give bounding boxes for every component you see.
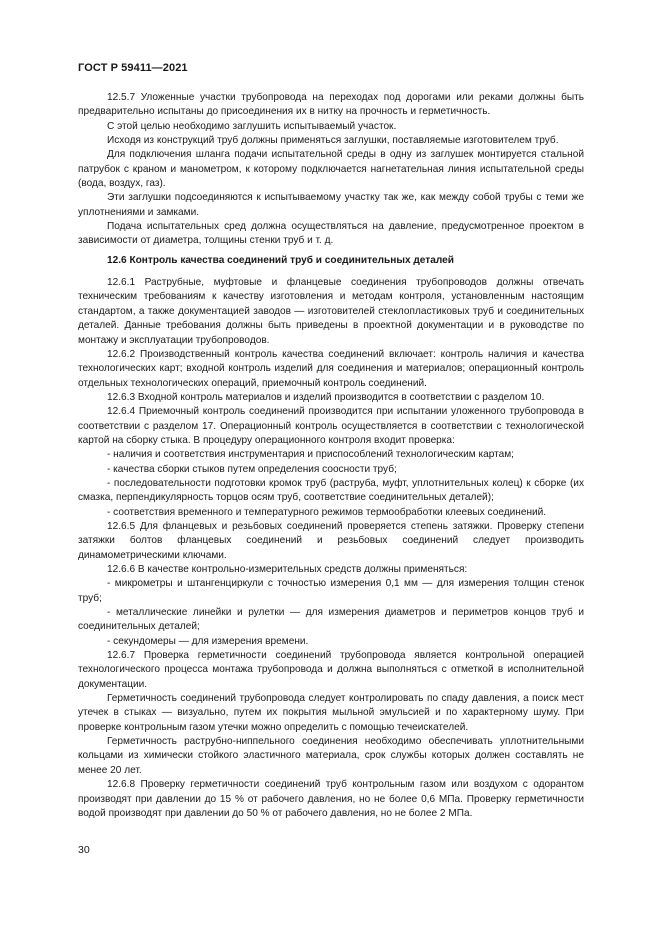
paragraph: Герметичность раструбно-ниппельного соединения необходимо обеспечивать уплотнительными кольцами из химически стойкого эластичного материала, срок службы которых должен составлять не менее 20 лет. [78,736,584,776]
list-item: - последовательности подготовки кромок труб (раструба, муфт, уплотнительных колец) к сборке (их смазка, перпендикулярность торцов осям труб, соответствие соединительных деталей); [78,477,584,504]
paragraph: Исходя из конструкций труб должны применяться заглушки, поставляемые изготовителем труб. [107,135,559,147]
paragraph: Герметичность соединений трубопровода следует контролировать по спаду давления, а поиск мест утечек в стыках — визуально, путем их покрытия мыльной эмульсией и по характерному шуму. При проверке контрольным газом утечки можно определить с помощью течеискателей. [78,693,584,733]
list-item: - соответствия временного и температурного режимов термообработки клеевых соединений. [107,506,547,518]
list-item: - наличия и соответствия инструментария и приспособлений технологическим картам; [107,449,514,461]
paragraph: Подача испытательных сред должна осуществляться на давление, предусмотренное проектом в зависимости от диаметра, толщины стенки труб и т. д. [78,221,584,247]
paragraph-12-6-3: 12.6.3 Входной контроль материалов и изделий производится в соответствии с разделом 10. [107,391,545,403]
paragraph-12-6-8: 12.6.8 Проверку герметичности соединений труб контрольным газом или воздухом с одорантом производят при давлении до 15 % от рабочего давления, но не более 0,6 МПа. Проверку герметичности водой производят при давлении до 50 % от рабочего давления, но не более 2 МПа. [78,779,584,819]
section-heading-12-6: 12.6 Контроль качества соединений труб и соединительных деталей [107,254,454,266]
paragraph-12-6-2: 12.6.2 Производственный контроль качества соединений включает: контроль наличия и качества технологических карт; входной контроль изделий для соединения и материалов; операционный контроль отдельных технологических операций, приемочный контроль соединений. [78,348,584,389]
list-item: - качества сборки стыков путем определения соосности труб; [107,463,397,475]
paragraph-12-6-5: 12.6.5 Для фланцевых и резьбовых соединений проверяется степень затяжки. Проверку степени затяжки болтов фланцевых соединений и резьбовых соединений следует производить динамометрическими ключами. [78,520,584,561]
paragraph-12-6-1: 12.6.1 Раструбные, муфтовые и фланцевые соединения трубопроводов должны отвечать техническим требованиям к качеству изготовления и методам контроля, установленным настоящим стандартом, а также документацией заводов — изготовителей стеклопластиковых труб и соединительных деталей. Данные требования должны быть приведены в проектной документации и в руководстве по монтажу и эксплуатации трубопроводов. [78,277,584,346]
paragraph: Для подключения шланга подачи испытательной среды в одну из заглушек монтируется стальной патрубок с краном и манометром, к которому подключается нагнетательная линия испытательной среды (вода, воздух, газ). [78,149,584,190]
paragraph-12-5-7: 12.5.7 Уложенные участки трубопровода на переходах под дорогами или реками должны быть предварительно испытаны до присоединения их в нитку на прочность и герметичность. [78,92,584,118]
page-number: 30 [78,844,90,856]
standard-designation: ГОСТ Р 59411—2021 [78,62,188,74]
list-item: - металлические линейки и рулетки — для измерения диаметров и периметров концов труб и соединительных деталей; [78,607,584,633]
paragraph-12-6-6: 12.6.6 В качестве контрольно-измерительных средств должны применяться: [107,564,468,575]
paragraph: С этой целью необходимо заглушить испытываемый участок. [107,120,397,132]
page-body [78,91,584,821]
list-item: - микрометры и штангенциркули с точностью измерения 0,1 мм — для измерения толщин стенок труб; [78,578,584,604]
list-item: - секундомеры — для измерения времени. [107,635,309,647]
paragraph-12-6-4: 12.6.4 Приемочный контроль соединений производится при испытании уложенного трубопровода в соответствии с разделом 17. Операционный контроль осуществляется в соответствии с технологической картой на сборку стыка. В процедуру операционного контроля входит проверка: [78,406,584,446]
paragraph: Эти заглушки подсоединяются к испытываемому участку так же, как между собой трубы с теми же уплотнениями и замками. [78,192,584,218]
paragraph-12-6-7: 12.6.7 Проверка герметичности соединений трубопровода является контрольной операцией технологического процесса монтажа трубопровода и должна выполняться с отметкой в исполнительной документации. [78,650,584,690]
